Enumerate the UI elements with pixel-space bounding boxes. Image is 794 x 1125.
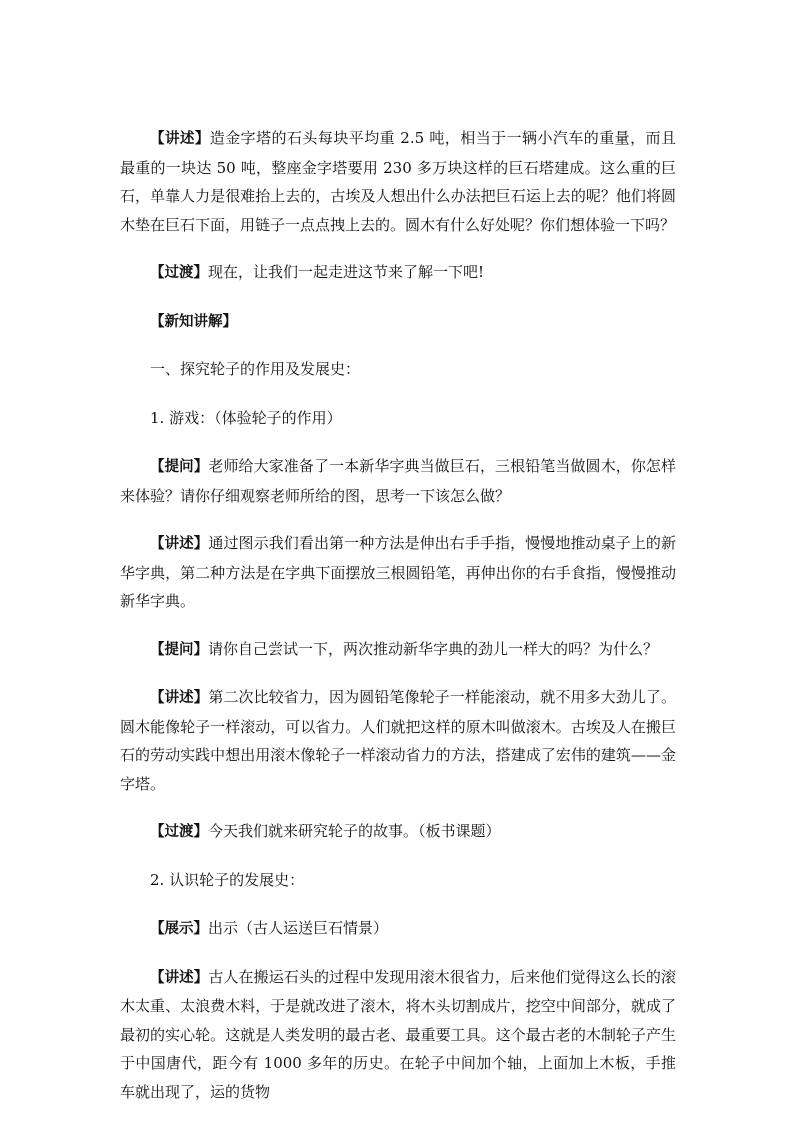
section-heading-wheel-history	[120, 355, 676, 385]
paragraph-transition-topic	[120, 817, 676, 847]
paragraph-question-experience	[120, 452, 676, 510]
paragraph-text: 2. 认识轮子的发展史：	[150, 870, 305, 889]
subsection-wheel-history	[120, 866, 676, 896]
paragraph-narration-rolling	[120, 683, 676, 798]
paragraph-text: 古人在搬运石头的过程中发现用滚木很省力，后来他们觉得这么长的滚木太重、太浪费木料，于是就改进了滚木，将木头切割成片，挖空中间部分，就成了最初的实心轮。这就是人类发明的最古老、最重要工具。这个最古老的木制轮子产生于中国唐代，距今有 1000 多年的历史。在轮子中间加个轴，上面加上木板，手推车就出现了，运的货物	[120, 967, 676, 1101]
paragraph-tag: 【新知讲解】	[150, 313, 237, 330]
paragraph-question-compare	[120, 635, 676, 665]
paragraph-tag: 【讲述】	[150, 969, 209, 986]
paragraph-text: 第二次比较省力，因为圆铅笔像轮子一样能滚动，就不用多大劲儿了。圆木能像轮子一样滚动，可以省力。人们就把这样的原木叫做滚木。古埃及人在搬巨石的劳动实践中想出用滚木像轮子一样滚动省力的方法，搭建成了宏伟的建筑——金字塔。	[120, 688, 676, 793]
subsection-game	[120, 404, 676, 434]
paragraph-text: 请你自己尝试一下，两次推动新华字典的劲儿一样大的吗？为什么？	[208, 639, 659, 658]
paragraph-text: 今天我们就来研究轮子的故事。（板书课题）	[208, 822, 501, 840]
paragraph-text: 1. 游戏：（体验轮子的作用）	[150, 408, 342, 427]
paragraph-text: 一、探究轮子的作用及发展史：	[150, 360, 361, 378]
paragraph-tag: 【提问】	[150, 459, 209, 475]
paragraph-tag: 【展示】	[150, 921, 208, 937]
paragraph-tag: 【过渡】	[150, 265, 208, 281]
document-body	[120, 124, 676, 1125]
paragraph-transition-intro	[120, 258, 676, 288]
paragraph-text: 造金字塔的石头每块平均重 2.5 吨，相当于一辆小汽车的重量，而且最重的一块达 50 吨，整座金字塔要用 230 多万块这样的巨石塔建成。这么重的巨石，单靠人力是很难抬上去的，古埃及人想出什么办法把巨石运上去的呢？他们将圆木垫在巨石下面，用链子一点点拽上去的。圆木有什么好处呢？你们想体验一下吗？	[120, 129, 677, 234]
paragraph-display-scene	[120, 914, 676, 944]
paragraph-text: 老师给大家准备了一本新华字典当做巨石，三根铅笔当做圆木，你怎样来体验？请你仔细观察老师所给的图，思考一下该怎么做？	[120, 457, 676, 505]
paragraph-tag: 【过渡】	[150, 824, 208, 840]
paragraph-text: 通过图示我们看出第一种方法是伸出右手手指，慢慢地推动桌子上的新华字典，第二种方法是在字典下面摆放三根圆铅笔，再伸出你的右手食指，慢慢推动新华字典。	[120, 534, 676, 610]
paragraph-narration-pyramid	[120, 124, 676, 239]
paragraph-text: 出示（古人运送巨石情景）	[208, 919, 389, 937]
paragraph-new-knowledge-heading	[120, 307, 676, 337]
paragraph-tag: 【讲述】	[150, 131, 210, 147]
paragraph-tag: 【提问】	[150, 641, 208, 658]
paragraph-tag: 【讲述】	[150, 690, 209, 706]
paragraph-tag: 【讲述】	[150, 536, 209, 552]
paragraph-narration-first-wheel	[120, 963, 676, 1107]
paragraph-text: 现在，让我们一起走进这节来了解一下吧!	[208, 263, 485, 281]
paragraph-narration-methods	[120, 529, 676, 616]
